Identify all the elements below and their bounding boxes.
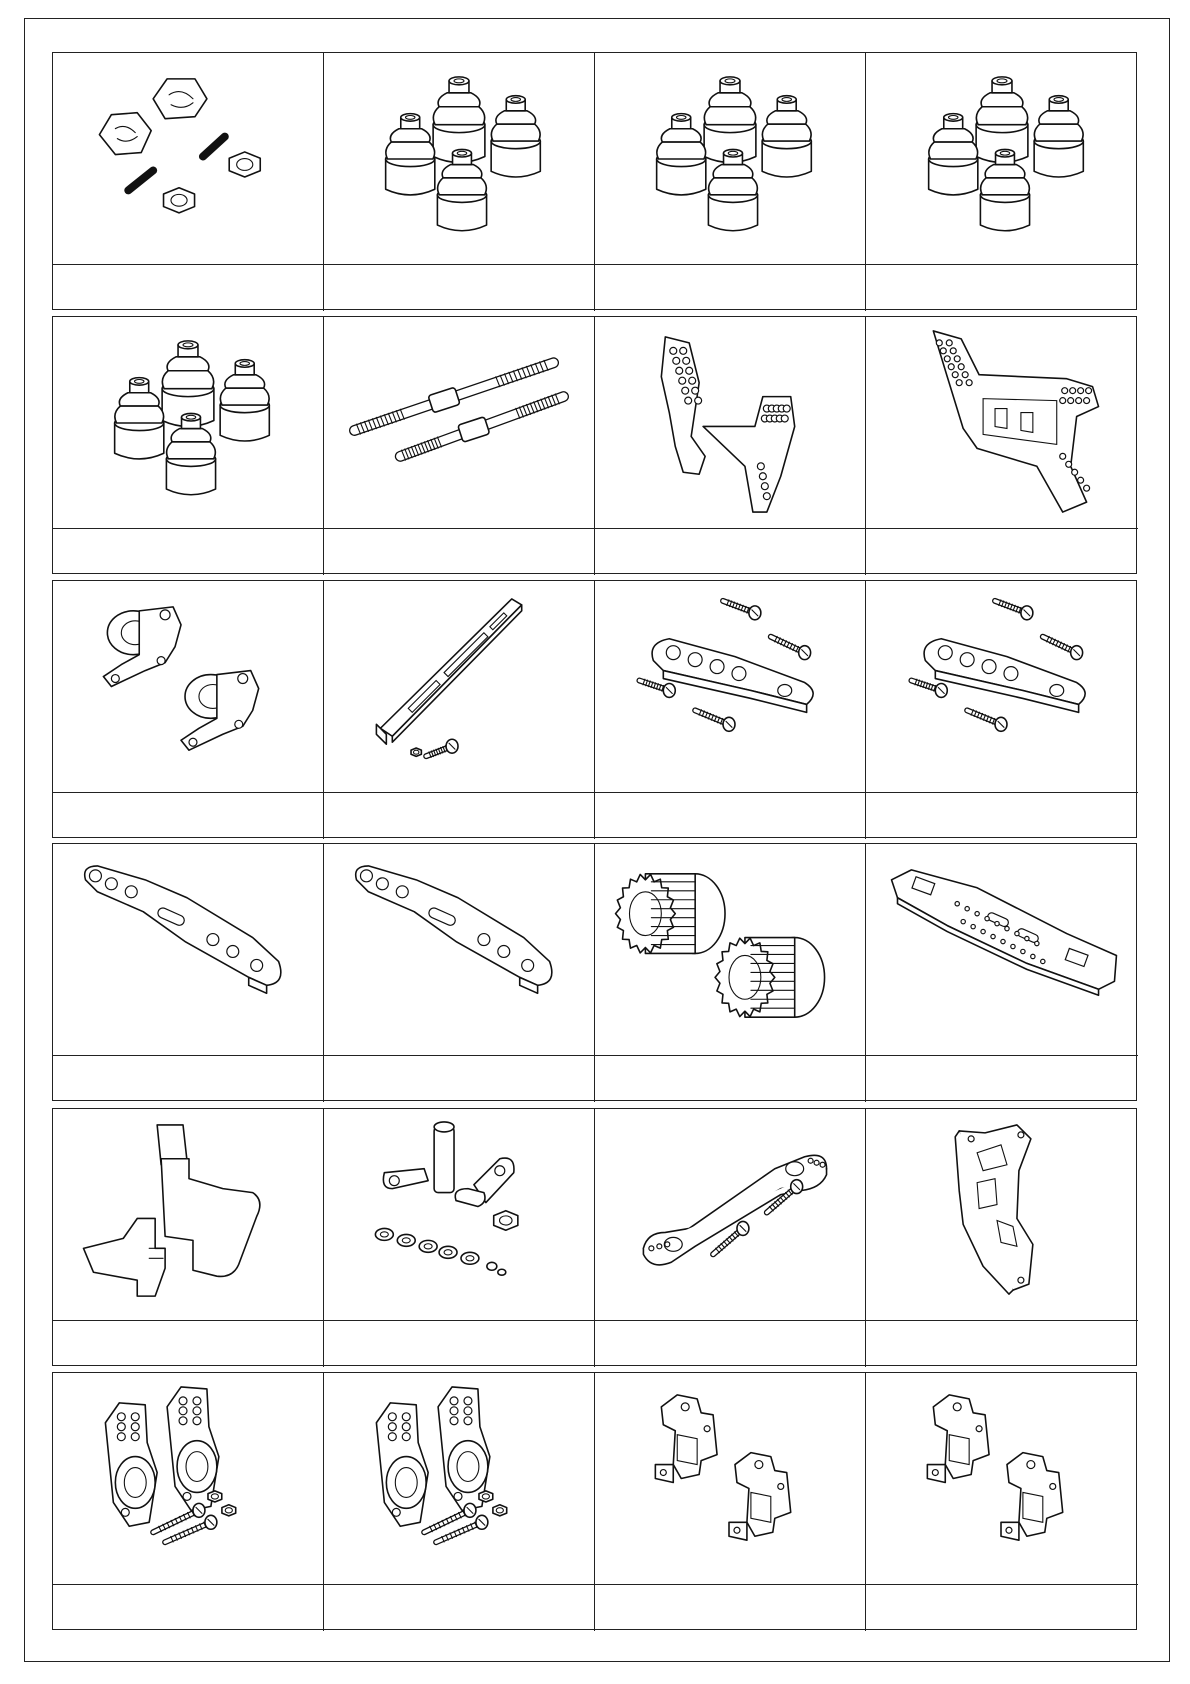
part-cell	[53, 581, 324, 839]
c-hub-pair-icon-drawing	[595, 1373, 865, 1584]
chassis-brace-icon	[324, 581, 594, 793]
part-label	[595, 1585, 865, 1631]
turnbuckle-rod-pair-icon-drawing	[324, 317, 594, 528]
suspension-mount-with-screws-icon	[866, 581, 1138, 793]
part-cell	[53, 1373, 324, 1631]
part-label	[866, 529, 1138, 575]
part-label	[866, 1056, 1138, 1102]
chassis-plate-icon-drawing	[866, 844, 1138, 1055]
part-cell	[595, 1373, 866, 1631]
suspension-holder-plate-icon-drawing	[324, 844, 594, 1055]
part-cell	[595, 1109, 866, 1367]
part-label	[53, 265, 323, 311]
part-cell	[324, 844, 595, 1102]
part-cell	[53, 844, 324, 1102]
suspension-holder-plate-icon	[324, 844, 594, 1056]
part-label	[324, 1321, 594, 1367]
suspension-mount-with-screws-icon-drawing	[866, 581, 1138, 792]
c-hub-pair-icon	[866, 1373, 1138, 1585]
part-label	[866, 1321, 1138, 1367]
part-cell	[324, 1373, 595, 1631]
rear-hub-carrier-set-icon-drawing	[324, 1373, 594, 1584]
turnbuckle-rod-pair-icon	[324, 317, 594, 529]
rear-hub-carrier-set-icon-drawing	[53, 1373, 323, 1584]
part-label	[53, 529, 323, 575]
steering-crank-set-icon-drawing	[324, 1109, 594, 1320]
dust-boot-set-icon	[595, 53, 865, 265]
parts-row	[52, 843, 1137, 1101]
part-cell	[324, 1109, 595, 1367]
steering-knuckle-pair-icon	[53, 581, 323, 793]
part-cell	[53, 317, 324, 575]
part-label	[595, 793, 865, 839]
suspension-mount-with-screws-icon-drawing	[595, 581, 865, 792]
bulkhead-plate-icon-drawing	[866, 1109, 1138, 1320]
part-label	[324, 1056, 594, 1102]
part-label	[595, 529, 865, 575]
part-label	[866, 265, 1138, 311]
parts-row	[52, 52, 1137, 310]
part-cell	[866, 1109, 1138, 1367]
dust-boot-set-icon-drawing	[324, 53, 594, 264]
rear-hub-carrier-set-icon	[53, 1373, 323, 1585]
hex-hub-and-nut-set-icon-drawing	[53, 53, 323, 264]
split-shock-tower-icon	[595, 317, 865, 529]
suspension-holder-plate-icon	[53, 844, 323, 1056]
part-cell	[324, 581, 595, 839]
suspension-mount-with-screws-icon	[595, 581, 865, 793]
steering-crank-set-icon	[324, 1109, 594, 1321]
steering-knuckle-pair-icon-drawing	[53, 581, 323, 792]
part-label	[53, 1056, 323, 1102]
part-cell	[866, 1373, 1138, 1631]
part-cell	[53, 1109, 324, 1367]
dust-boot-set-icon	[53, 317, 323, 529]
part-label	[595, 265, 865, 311]
part-cell	[53, 53, 324, 311]
bulkhead-plate-icon	[866, 1109, 1138, 1321]
c-hub-pair-icon	[595, 1373, 865, 1585]
part-label	[53, 1321, 323, 1367]
battery-holder-bracket-icon	[53, 1109, 323, 1321]
chassis-brace-icon-drawing	[324, 581, 594, 792]
rear-hub-carrier-set-icon	[324, 1373, 594, 1585]
suspension-holder-plate-icon-drawing	[53, 844, 323, 1055]
part-cell	[866, 581, 1138, 839]
part-label	[53, 1585, 323, 1631]
part-label	[866, 1585, 1138, 1631]
dust-boot-set-icon	[866, 53, 1138, 265]
part-label	[324, 529, 594, 575]
spur-pulley-pair-icon	[595, 844, 865, 1056]
parts-row	[52, 1372, 1137, 1630]
part-cell	[866, 844, 1138, 1102]
spur-pulley-pair-icon-drawing	[595, 844, 865, 1055]
dust-boot-set-icon-drawing	[595, 53, 865, 264]
parts-row	[52, 1108, 1137, 1366]
part-cell	[866, 53, 1138, 311]
part-cell	[595, 844, 866, 1102]
shock-tower-plate-icon-drawing	[866, 317, 1138, 528]
dust-boot-set-icon-drawing	[866, 53, 1138, 264]
dust-boot-set-icon-drawing	[53, 317, 323, 528]
part-cell	[595, 317, 866, 575]
steering-bridge-icon-drawing	[595, 1109, 865, 1320]
part-label	[324, 1585, 594, 1631]
battery-holder-bracket-icon-drawing	[53, 1109, 323, 1320]
part-cell	[595, 53, 866, 311]
part-label	[595, 1321, 865, 1367]
part-label	[595, 1056, 865, 1102]
split-shock-tower-icon-drawing	[595, 317, 865, 528]
shock-tower-plate-icon	[866, 317, 1138, 529]
c-hub-pair-icon-drawing	[866, 1373, 1138, 1584]
part-cell	[324, 53, 595, 311]
chassis-plate-icon	[866, 844, 1138, 1056]
parts-row	[52, 316, 1137, 574]
part-cell	[595, 581, 866, 839]
part-label	[866, 793, 1138, 839]
parts-row	[52, 580, 1137, 838]
part-label	[53, 793, 323, 839]
steering-bridge-icon	[595, 1109, 865, 1321]
dust-boot-set-icon	[324, 53, 594, 265]
part-cell	[866, 317, 1138, 575]
part-label	[324, 265, 594, 311]
part-cell	[324, 317, 595, 575]
part-label	[324, 793, 594, 839]
hex-hub-and-nut-set-icon	[53, 53, 323, 265]
